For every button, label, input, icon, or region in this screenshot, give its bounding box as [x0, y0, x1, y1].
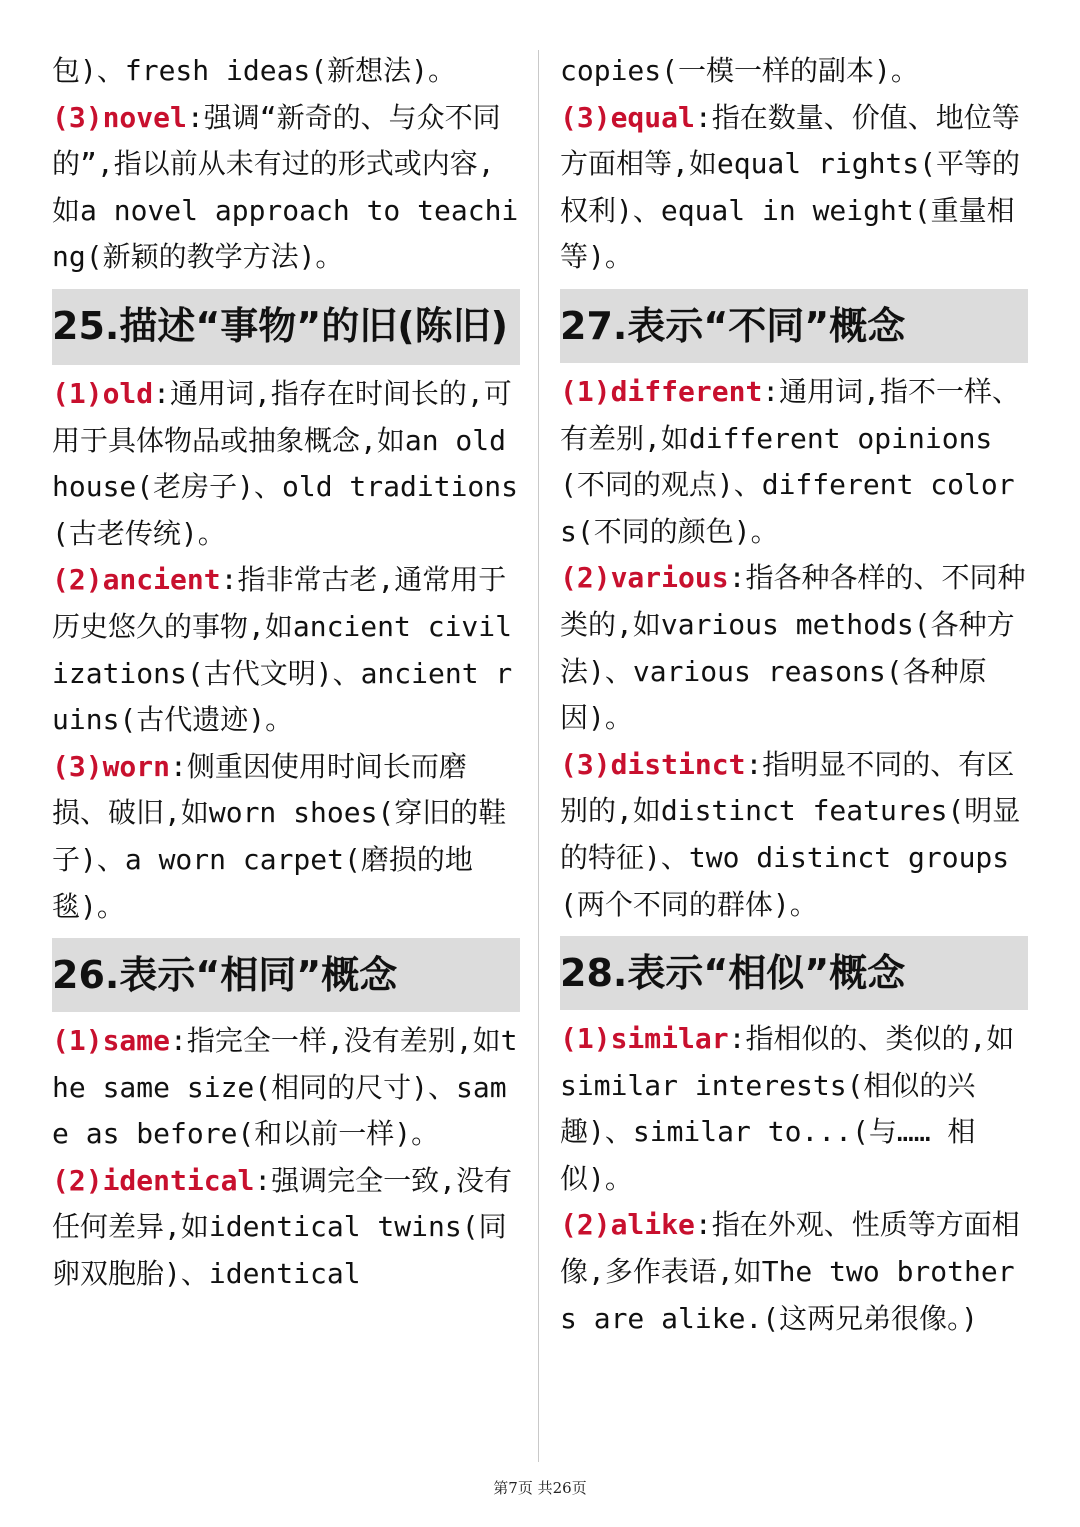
section-heading-28: 28.表示“相似”概念 — [560, 936, 1028, 1010]
entry-number: (2) — [52, 1163, 103, 1197]
entry-number: (1) — [560, 374, 611, 408]
entry-text: :指非常古老,通常用于历史悠久的事物,如ancient civilizations(古代文明)、ancient ruins(古代遗迹)。 — [52, 563, 513, 737]
entry-worn — [52, 744, 520, 930]
entry-novel — [52, 95, 520, 281]
entry-similar — [560, 1016, 1028, 1202]
entry-alike — [560, 1202, 1028, 1342]
entry-number: (1) — [52, 1024, 103, 1058]
entry-old — [52, 371, 520, 557]
entry-term: alike — [610, 1208, 695, 1242]
entry-term: different — [610, 374, 763, 408]
entry-distinct — [560, 742, 1028, 928]
entry-term: worn — [102, 749, 171, 783]
entry-number: (2) — [560, 561, 611, 595]
section-heading-25: 25.描述“事物”的旧(陈旧) — [52, 289, 520, 365]
entry-text: :指在外观、性质等方面相像,多作表语,如The two brothers are alike.(这两兄弟很像。) — [560, 1208, 1020, 1335]
section-heading-26: 26.表示“相同”概念 — [52, 938, 520, 1012]
entry-number: (1) — [52, 376, 103, 410]
entry-term: novel — [102, 100, 187, 134]
intro-text: copies(一模一样的副本)。 — [560, 54, 919, 87]
entry-text: :通用词,指不一样、有差别,如different opinions(不同的观点)、different colors(不同的颜色)。 — [560, 374, 1021, 548]
entry-text: :指相似的、类似的,如similar interests(相似的兴趣)、similar to...(与…… 相似)。 — [560, 1022, 1015, 1195]
entry-text: :强调“新奇的、与众不同的”,指以前从未有过的形式或内容,如a novel approach to teaching(新颖的教学方法)。 — [52, 100, 519, 274]
entry-number: (3) — [560, 100, 611, 134]
footer-suffix: 页 — [571, 1479, 587, 1497]
entry-text: :强调完全一致,没有任何差异,如identical twins(同卵双胞胎)、identical — [52, 1163, 513, 1291]
page-footer — [0, 1477, 1080, 1498]
entry-term: old — [102, 376, 154, 410]
right-column — [560, 48, 1028, 1342]
footer-middle: 页 共 — [517, 1479, 553, 1497]
entry-number: (3) — [52, 100, 103, 134]
entry-term: equal — [610, 100, 695, 134]
entry-equal — [560, 95, 1028, 281]
entry-text: :指明显不同的、有区别的,如distinct features(明显的特征)、two distinct groups(两个不同的群体)。 — [560, 747, 1021, 921]
footer-page-number: 7 — [508, 1479, 518, 1497]
entry-different — [560, 369, 1028, 555]
intro-text: 包)、fresh ideas(新想法)。 — [52, 54, 457, 87]
entry-number: (1) — [560, 1022, 611, 1056]
entry-identical — [52, 1158, 520, 1298]
entry-text: :侧重因使用时间长而磨损、破旧,如worn shoes(穿旧的鞋子)、a worn carpet(磨损的地毯)。 — [52, 749, 507, 923]
entry-text: :指各种各样的、不同种类的,如various methods(各种方法)、various reasons(各种原因)。 — [560, 561, 1026, 735]
entry-number: (3) — [560, 747, 611, 781]
entry-term: ancient — [102, 563, 221, 597]
entry-number: (3) — [52, 749, 103, 783]
entry-term: various — [610, 561, 729, 595]
footer-total-pages: 26 — [552, 1479, 572, 1497]
entry-ancient — [52, 557, 520, 743]
entry-text: :通用词,指存在时间长的,可用于具体物品或抽象概念,如an old house(老房子)、old traditions(古老传统)。 — [52, 376, 519, 550]
entry-number: (2) — [52, 563, 103, 597]
footer-prefix: 第 — [493, 1479, 509, 1497]
entry-text: :指完全一样,没有差别,如the same size(相同的尺寸)、same as before(和以前一样)。 — [52, 1024, 518, 1151]
entry-number: (2) — [560, 1208, 611, 1242]
entry-term: distinct — [610, 747, 746, 781]
entry-term: same — [102, 1024, 171, 1058]
entry-term: identical — [102, 1163, 255, 1197]
entry-text: :指在数量、价值、地位等方面相等,如equal rights(平等的权利)、equal in weight(重量相等)。 — [560, 100, 1021, 274]
left-column — [52, 48, 520, 1298]
column-divider — [538, 50, 539, 1462]
section-heading-27: 27.表示“不同”概念 — [560, 289, 1028, 363]
entry-same — [52, 1018, 520, 1158]
entry-various — [560, 555, 1028, 741]
entry-term: similar — [610, 1022, 729, 1056]
